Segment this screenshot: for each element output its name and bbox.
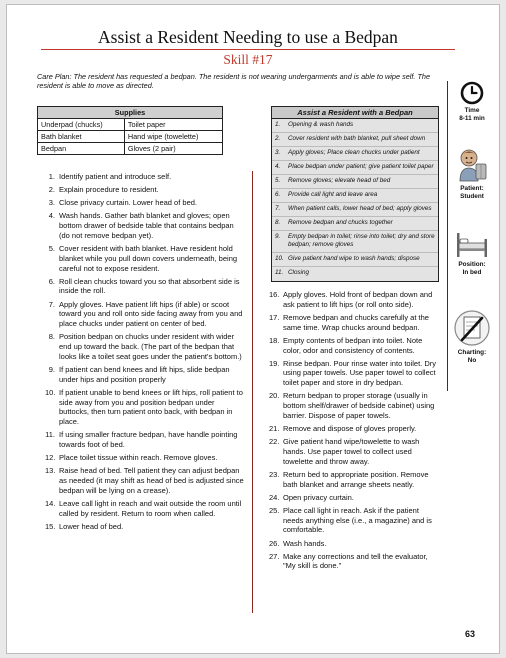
summary-item — [272, 161, 438, 175]
step-text: Empty contents of bedpan into toilet. Note color, odor and consistency of contents. — [283, 335, 423, 355]
supplies-row — [38, 131, 223, 143]
step-text: Position bedpan on chucks under resident with wider end up toward the back. (The part of the bedpan that looks like a toilet seat goes under the patient's bottom.) — [59, 332, 242, 361]
supplies-body — [38, 119, 223, 155]
summary-item-text: Provide call light and leave area — [288, 191, 378, 198]
step-item — [45, 211, 245, 240]
step-item — [45, 185, 245, 195]
summary-item-text: Opening & wash hands — [288, 121, 354, 128]
step-item — [269, 313, 439, 333]
care-plan: Care Plan: The resident has requested a bedpan. The resident is not wearing undergarments and is able to wipe self. The resident is able to move as directed. — [37, 72, 431, 90]
step-item — [45, 499, 245, 519]
step-item — [45, 388, 245, 427]
summary-item-text: Cover resident with bath blanket, pull sheet down — [288, 135, 426, 142]
step-item — [269, 336, 439, 356]
supplies-cell: Toilet paper — [124, 119, 222, 131]
summary-item — [272, 231, 438, 253]
step-text: Remove and dispose of gloves properly. — [283, 424, 417, 434]
step-number: 4. — [48, 211, 55, 221]
page-number: 63 — [464, 629, 475, 639]
patient-info — [448, 147, 496, 201]
step-number: 23. — [269, 469, 280, 479]
summary-list — [272, 119, 438, 280]
skill-number: Skill #17 — [223, 52, 273, 67]
step-number: 7. — [48, 299, 55, 309]
summary-item-text: Remove bedpan and chucks together — [288, 219, 393, 226]
step-text: Make any corrections and tell the evaluator, "My skill is done." — [283, 551, 428, 571]
position-info — [448, 229, 496, 277]
page — [6, 4, 500, 654]
step-item — [269, 552, 439, 572]
patient-icon — [455, 147, 489, 183]
step-item — [45, 277, 245, 297]
summary-item-number: 9. — [275, 233, 281, 240]
summary-item-number: 7. — [275, 205, 281, 212]
summary-item-number: 6. — [275, 191, 281, 198]
patient-label: Patient: — [460, 185, 484, 192]
supplies-row — [38, 143, 223, 155]
supplies-cell: Gloves (2 pair) — [124, 143, 222, 155]
step-item — [45, 466, 245, 495]
step-text: Return bed to appropriate position. Remove bath blanket and arrange sheets neatly. — [283, 469, 429, 489]
summary-item-number: 3. — [275, 149, 281, 156]
supplies-row — [38, 119, 223, 131]
step-item — [269, 437, 439, 466]
summary-item-text: Give patient hand wipe to wash hands; dispose — [288, 255, 420, 262]
step-text: If using smaller fracture bedpan, have handle pointing towards foot of bed. — [59, 430, 238, 450]
clock-icon — [460, 81, 484, 105]
page-title: Assist a Resident Needing to use a Bedpan — [98, 27, 398, 47]
step-item — [269, 470, 439, 490]
step-item — [45, 198, 245, 208]
step-number: 11. — [45, 430, 55, 440]
steps-right-column — [269, 290, 439, 574]
summary-item — [272, 203, 438, 217]
step-item — [269, 424, 439, 434]
step-text: Close privacy curtain. Lower head of bed. — [59, 198, 197, 208]
step-text: Cover resident with bath blanket. Have resident hold blanket while you pull down covers underneath, being careful not to expose resident. — [59, 243, 238, 273]
summary-item — [272, 147, 438, 161]
step-text: If patient unable to bend knees or lift hips, roll patient to side away from you and position bedpan under buttocks, then turn patient onto back, with bedpan in place. — [59, 387, 243, 427]
summary-item-number: 5. — [275, 177, 281, 184]
step-item — [45, 300, 245, 329]
step-item — [45, 244, 245, 273]
summary-item-text: Empty bedpan in toilet; rinse into toilet; dry and store bedpan; remove gloves — [288, 233, 435, 248]
step-number: 6. — [48, 276, 55, 286]
step-text: Apply gloves. Hold front of bedpan down and ask patient to lift hips (or roll onto side). — [283, 290, 433, 309]
summary-heading: Assist a Resident with a Bedpan — [272, 107, 438, 119]
step-text: If patient can bend knees and lift hips, slide bedpan under hips and position properly — [59, 364, 230, 384]
step-item — [45, 430, 245, 450]
column-divider — [252, 171, 253, 613]
step-item — [45, 365, 245, 385]
info-sidebar — [447, 81, 495, 391]
step-text: Raise head of bed. Tell patient they can adjust bedpan as needed (it may shift as head of bed is adjusted since bedpan will be lying on a crease). — [59, 466, 244, 495]
step-number: 17. — [269, 312, 280, 322]
step-number: 25. — [269, 505, 280, 515]
summary-item — [272, 133, 438, 147]
step-text: Lower head of bed. — [59, 521, 124, 531]
step-item — [269, 539, 439, 549]
step-number: 21. — [269, 424, 280, 434]
step-text: Explain procedure to resident. — [59, 185, 159, 195]
summary-item-text: Place bedpan under patient; give patient toilet paper — [288, 163, 434, 170]
time-info — [448, 81, 496, 123]
step-number: 3. — [48, 198, 55, 208]
step-number: 19. — [269, 358, 280, 368]
step-number: 26. — [269, 538, 280, 548]
summary-item — [272, 189, 438, 203]
step-number: 22. — [269, 437, 280, 447]
bed-icon — [454, 229, 490, 259]
step-item — [269, 493, 439, 503]
step-number: 10. — [45, 387, 56, 397]
step-text: Remove bedpan and chucks carefully at the same time. Wrap chucks around bedpan. — [283, 312, 429, 332]
step-number: 14. — [45, 498, 56, 508]
summary-item — [272, 119, 438, 133]
step-text: Wash hands. Gather bath blanket and gloves; open bottom drawer of bedside table that contains bedpan (do not remove bedpan yet). — [59, 211, 234, 240]
summary-item-number: 4. — [275, 163, 281, 170]
patient-value: Student — [460, 193, 484, 200]
summary-item-number: 11. — [275, 269, 284, 276]
charting-icon — [453, 309, 491, 347]
position-label: Position: — [458, 261, 486, 268]
step-text: Place call light in reach. Ask if the patient needs anything else (i.e., a magazine) and is comfortable. — [283, 505, 432, 535]
summary-item — [272, 175, 438, 189]
supplies-cell: Underpad (chucks) — [38, 119, 125, 131]
step-text: Give patient hand wipe/towelette to wash hands. Use paper towel to collect used towelette and throw away. — [283, 437, 420, 466]
position-value: In bed — [462, 269, 482, 276]
step-text: Wash hands. — [283, 538, 327, 548]
step-number: 9. — [48, 364, 55, 374]
step-number: 16. — [269, 290, 280, 299]
title-block — [41, 27, 455, 47]
step-number: 1. — [48, 172, 55, 181]
step-text: Return bedpan to proper storage (usually in bottom shelf/drawer of bedside cabinet) using barrier. Dispose of paper towels. — [283, 391, 435, 420]
step-item — [269, 391, 439, 420]
step-item — [45, 453, 245, 463]
step-text: Rinse bedpan. Pour rinse water into toilet. Dry using paper towels. Use paper towel to collect toilet paper and store in dry bedpan. — [283, 358, 436, 388]
charting-label: Charting: — [457, 349, 487, 356]
summary-item-number: 8. — [275, 219, 281, 226]
supplies-table — [37, 106, 223, 155]
step-number: 8. — [48, 332, 55, 342]
summary-item — [272, 217, 438, 231]
title-rule — [41, 49, 455, 50]
charting-value: No — [467, 357, 477, 364]
step-number: 27. — [269, 551, 280, 561]
step-item — [269, 506, 439, 535]
time-label: Time — [464, 107, 480, 114]
step-text: Open privacy curtain. — [283, 492, 354, 502]
step-number: 15. — [45, 521, 56, 531]
step-text: Apply gloves. Have patient lift hips (if able) or scoot toward you and roll onto side facing away from you and place chucks under patient on center of bed. — [59, 299, 243, 329]
step-item — [45, 332, 245, 361]
step-number: 18. — [269, 335, 280, 345]
step-number: 12. — [45, 453, 56, 463]
summary-item-number: 2. — [275, 135, 281, 142]
step-number: 24. — [269, 492, 280, 502]
summary-item-number: 1. — [275, 121, 281, 128]
summary-item-text: Apply gloves; Place clean chucks under patient — [288, 149, 420, 156]
summary-item-number: 10. — [275, 255, 284, 262]
supplies-cell: Hand wipe (towelette) — [124, 131, 222, 143]
step-item — [269, 290, 439, 310]
supplies-cell: Bedpan — [38, 143, 125, 155]
summary-box — [271, 106, 439, 282]
summary-item — [272, 267, 438, 280]
summary-item-text: Closing — [288, 269, 309, 276]
charting-info — [448, 309, 496, 365]
step-text: Leave call light in reach and wait outside the room until called by resident. Return to room when called. — [59, 498, 242, 518]
step-number: 5. — [48, 243, 55, 253]
step-item — [269, 359, 439, 388]
step-item — [45, 522, 245, 532]
summary-item-text: When patient calls, lower head of bed; apply gloves — [288, 205, 432, 212]
summary-item — [272, 253, 438, 267]
step-text: Roll clean chucks toward you so that absorbent side is inside the roll. — [59, 276, 240, 296]
step-number: 2. — [48, 185, 55, 195]
summary-item-text: Remove gloves; elevate head of bed — [288, 177, 391, 184]
step-number: 20. — [269, 391, 280, 401]
step-text: Identify patient and introduce self. — [59, 172, 172, 181]
step-text: Place toilet tissue within reach. Remove gloves. — [59, 453, 218, 463]
steps-left-column — [45, 172, 245, 535]
supplies-cell: Bath blanket — [38, 131, 125, 143]
time-value: 8-11 min — [459, 115, 485, 122]
supplies-heading: Supplies — [38, 107, 223, 119]
step-number: 13. — [45, 466, 56, 476]
step-item — [45, 172, 245, 182]
